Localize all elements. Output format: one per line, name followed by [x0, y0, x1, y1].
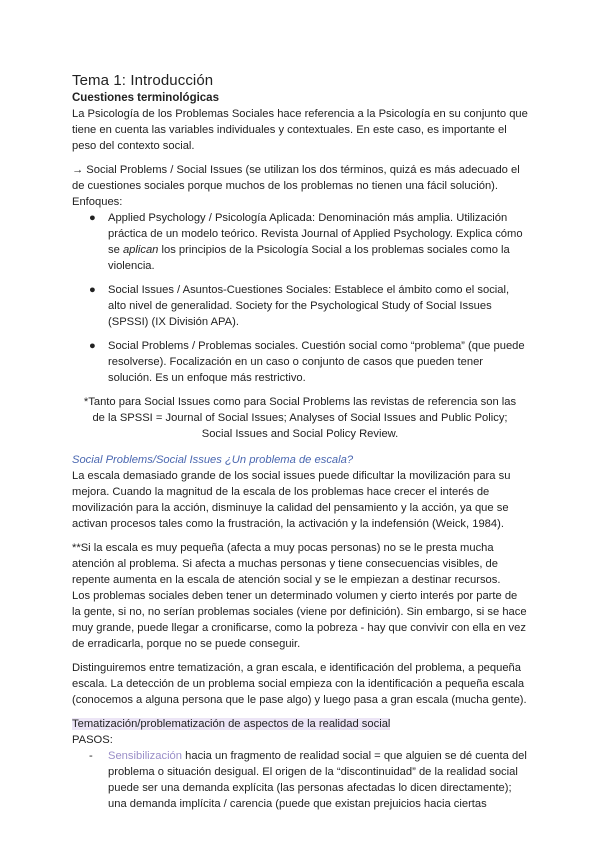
highlighted-heading: Tematización/problematización de aspectos de la realidad social — [72, 718, 391, 730]
paragraph-enfoques: Enfoques: — [72, 196, 123, 208]
list-item: ● Social Issues / Asuntos-Cuestiones Sociales: Establece el ámbito como el social, alto nivel de generalidad. Society for the Psychological Study of Social Issues (SPSSI) (IX División APA). — [89, 284, 510, 328]
term-sensibilizacion: Sensibilización — [108, 750, 183, 762]
paragraph-social-problems: → Social Problems / Social Issues (se utilizan los dos términos, quizá es más adecuado el de cuestiones sociales porque muchos de los problemas no tienen una fácil solución). — [72, 164, 520, 192]
emphasis-text: aplican — [122, 244, 159, 256]
paragraph-volume: Los problemas sociales deben tener un determinado volumen y cierto interés por parte de la gente, si no, no serían problemas sociales (viene por definición). Sin embargo, si se hace muy grande, puede llegar a cronificarse, como la pobreza - hay que convivir con ella en vez de erradicarla, porque no se puede conseguir. — [72, 590, 527, 650]
paragraph-intro: La Psicología de los Problemas Sociales hace referencia a la Psicología en su conjunto que tiene en cuenta las variables individuales y contextuales. En este caso, es importante el peso del contexto social. — [72, 108, 528, 152]
pasos-list — [72, 748, 528, 812]
list-item: ● Social Problems / Problemas sociales. Cuestión social como “problema” (que puede resolverse). Focalización en un caso o conjunto de casos que pueden tener solución. Es un enfoque más restrictivo. — [89, 340, 525, 384]
list-item: ● Applied Psychology / Psicología Aplicada: Denominación más amplia. Utilización práctica de un modelo teórico. Revista Journal of Applied Psychology. Explica cómo se aplican los principios de la Psicología Social a los problemas sociales como la violencia. — [89, 212, 523, 272]
pasos-label: PASOS: — [72, 734, 113, 746]
paragraph-scale: La escala demasiado grande de los social issues puede dificultar la movilización para su mejora. Cuando la magnitud de la escala de los problemas hace crecer el interés de movilización para la acción, disminuye la calidad del pensamiento y la acción, ya que se activan procesos tales como la frustración, la activación y la indefensión (Weick, 1984). — [72, 470, 511, 530]
section-heading: Cuestiones terminológicas — [72, 92, 219, 104]
subsection-heading: Social Problems/Social Issues ¿Un problema de escala? — [72, 454, 354, 466]
paragraph-distinguish: Distinguiremos entre tematización, a gran escala, e identificación del problema, a pequeña escala. La detección de un problema social empieza con la identificación a pequeña escala (conocemos a alguna persona que le pase algo) y luego pasa a gran escala (mucha gente). — [72, 662, 527, 706]
list-item: - Sensibilización hacia un fragmento de realidad social = que alguien se dé cuenta del problema o situación desigual. El origen de la “discontinuidad” de la realidad social puede ser una demanda explícita (las personas afectadas lo dicen directamente); una demanda implícita / carencia (puede que existan prejuicios hacia ciertas — [89, 750, 527, 810]
enfoques-list — [72, 210, 528, 386]
dash-icon: - — [89, 750, 93, 762]
page-title: Tema 1: Introducción — [72, 72, 214, 89]
bullet-icon: ● — [89, 212, 96, 224]
footnote-journals: *Tanto para Social Issues como para Social Problems las revistas de referencia son las de la SPSSI = Journal of Social Issues; Analyses of Social Issues and Public Policy; Social Issues and Social Policy Review. — [83, 396, 517, 440]
bullet-icon: ● — [89, 284, 96, 296]
bullet-icon: ● — [89, 340, 96, 352]
paragraph-small-scale: **Si la escala es muy pequeña (afecta a muy pocas personas) no se le presta mucha atención al problema. Si afecta a muchas personas y tiene consecuencias visibles, de repente aumenta en la escala de atención social y se le empiezan a destinar recursos. — [72, 542, 501, 586]
